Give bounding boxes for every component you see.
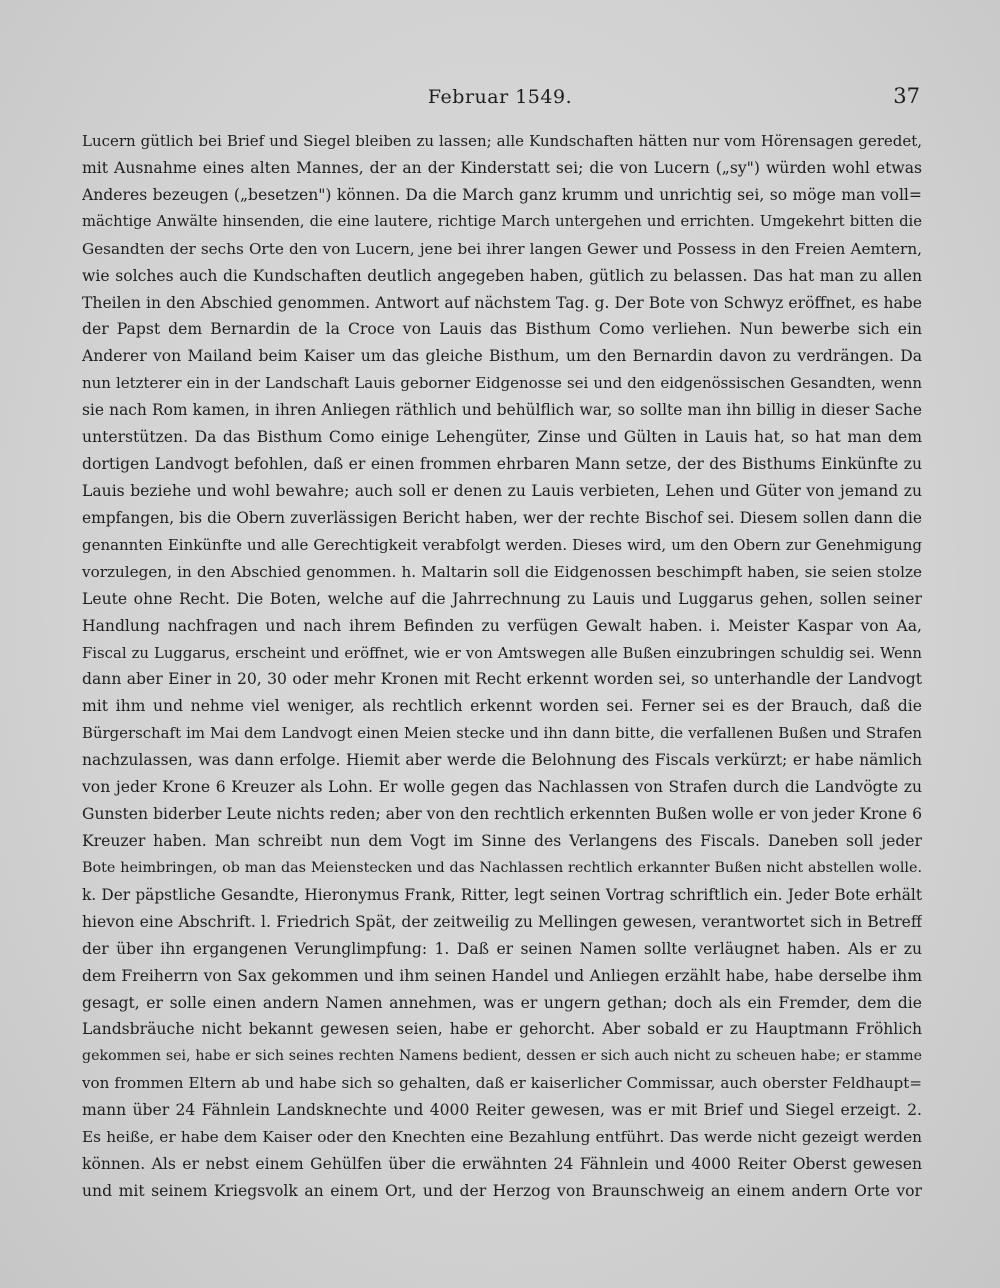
text-line: wie solches auch die Kundschaften deutlich angegeben haben, gütlich zu belassen. Das hat man zu allen bbox=[82, 266, 922, 285]
text-line: mit Ausnahme eines alten Mannes, der an der Kinderstatt sei; die von Lucern („sy") würden wohl etwas bbox=[82, 158, 922, 177]
page-number: 37 bbox=[893, 84, 920, 108]
text-line: unterstützen. Da das Bisthum Como einige Lehengüter, Zinse und Gülten in Lauis hat, so hat man dem bbox=[82, 428, 922, 447]
text-line: nun letzterer ein in der Landschaft Lauis geborner Eidgenosse sei und den eidgenössischen Gesandten, wenn bbox=[82, 374, 922, 393]
text-line: mann über 24 Fähnlein Landsknechte und 4000 Reiter gewesen, was er mit Brief und Siegel erzeigt. 2. bbox=[82, 1101, 922, 1120]
text-line: empfangen, bis die Obern zuverlässigen Bericht haben, wer der rechte Bischof sei. Diesem sollen dann die bbox=[82, 508, 922, 527]
text-line: mit ihm und nehme viel weniger, als rechtlich erkennt worden sei. Ferner sei es der Brauch, daß die bbox=[82, 697, 922, 716]
text-line: Theilen in den Abschied genommen. Antwort auf nächstem Tag. g. Der Bote von Schwyz eröffnet, es habe bbox=[82, 293, 922, 312]
running-header: Februar 1549. bbox=[427, 86, 573, 108]
text-line: hievon eine Abschrift. l. Friedrich Spät, der zeitweilig zu Mellingen gewesen, verantwortet sich in Betreff bbox=[82, 912, 922, 931]
text-line: Bürgerschaft im Mai dem Landvogt einen Meien stecke und ihn dann bitte, die verfallenen Bußen und Strafen bbox=[82, 724, 922, 743]
text-line: Anderer von Mailand beim Kaiser um das gleiche Bisthum, um den Bernardin davon zu verdrängen. Da bbox=[82, 347, 922, 366]
text-line: dem Freiherrn von Sax gekommen und ihm seinen Handel und Anliegen erzählt habe, habe derselbe ihm bbox=[82, 966, 922, 985]
text-line: vorzulegen, in den Abschied genommen. h. Maltarin soll die Eidgenossen beschimpft haben, sie seien stolze bbox=[82, 562, 922, 581]
body-text bbox=[82, 128, 922, 1205]
text-line: der über ihn ergangenen Verunglimpfung: 1. Daß er seinen Namen sollte verläugnet haben. Als er zu bbox=[82, 939, 922, 958]
text-line: Anderes bezeugen („besetzen") können. Da die March ganz krumm und unrichtig sei, so möge man voll= bbox=[82, 185, 922, 204]
text-line: Es heiße, er habe dem Kaiser oder den Knechten eine Bezahlung entführt. Das werde nicht gezeigt werden bbox=[82, 1128, 922, 1147]
text-line: genannten Einkünfte und alle Gerechtigkeit verabfolgt werden. Dieses wird, um den Obern zur Genehmigung bbox=[82, 535, 922, 554]
text-line: sie nach Rom kamen, in ihren Anliegen räthlich und behülflich war, so sollte man ihn billig in dieser Sache bbox=[82, 401, 922, 420]
text-line: Fiscal zu Luggarus, erscheint und eröffnet, wie er von Amtswegen alle Bußen einzubringen schuldig sei. Wenn bbox=[82, 643, 922, 662]
text-line: der Papst dem Bernardin de la Croce von Lauis das Bisthum Como verliehen. Nun bewerbe sich ein bbox=[82, 320, 922, 339]
text-line: Gunsten biderber Leute nichts reden; aber von den rechtlich erkennten Bußen wolle er von jeder Krone 6 bbox=[82, 805, 922, 824]
text-line: von jeder Krone 6 Kreuzer als Lohn. Er wolle gegen das Nachlassen von Strafen durch die Landvögte zu bbox=[82, 778, 922, 797]
text-line: k. Der päpstliche Gesandte, Hieronymus Frank, Ritter, legt seinen Vortrag schriftlich ein. Jeder Bote erhält bbox=[82, 885, 922, 904]
text-line: nachzulassen, was dann erfolge. Hiemit aber werde die Belohnung des Fiscals verkürzt; er habe nämlich bbox=[82, 751, 922, 770]
text-line: Lauis beziehe und wohl bewahre; auch soll er denen zu Lauis verbieten, Lehen und Güter von jemand zu bbox=[82, 481, 922, 500]
text-line: und mit seinem Kriegsvolk an einem Ort, und der Herzog von Braunschweig an einem andern Orte vor bbox=[82, 1181, 922, 1200]
text-line: gesagt, er solle einen andern Namen annehmen, was er ungern gethan; doch als ein Fremder, dem die bbox=[82, 993, 922, 1012]
text-line: Gesandten der sechs Orte den von Lucern, jene bei ihrer langen Gewer und Possess in den Freien Aemtern, bbox=[82, 239, 922, 258]
text-line: von frommen Eltern ab und habe sich so gehalten, daß er kaiserlicher Commissar, auch oberster Feldhaupt= bbox=[82, 1074, 922, 1093]
text-line: dortigen Landvogt befohlen, daß er einen frommen ehrbaren Mann setze, der des Bisthums Einkünfte zu bbox=[82, 455, 922, 474]
text-line: Kreuzer haben. Man schreibt nun dem Vogt im Sinne des Verlangens des Fiscals. Daneben soll jeder bbox=[82, 831, 922, 850]
text-line: Bote heimbringen, ob man das Meienstecken und das Nachlassen rechtlich erkannter Bußen nicht abstellen wolle. bbox=[82, 859, 922, 876]
text-line: mächtige Anwälte hinsenden, die eine lautere, richtige March untergehen und errichten. Umgekehrt bitten die bbox=[82, 212, 922, 230]
text-line: Lucern gütlich bei Brief und Siegel bleiben zu lassen; alle Kundschaften hätten nur vom Hörensagen geredet, bbox=[82, 132, 922, 150]
text-line: Handlung nachfragen und nach ihrem Befinden zu verfügen Gewalt haben. i. Meister Kaspar von Aa, bbox=[82, 616, 922, 635]
text-line: können. Als er nebst einem Gehülfen über die erwähnten 24 Fähnlein und 4000 Reiter Oberst gewesen bbox=[82, 1155, 922, 1174]
text-line: dann aber Einer in 20, 30 oder mehr Kronen mit Recht erkennt worden sei, so unterhandle der Landvogt bbox=[82, 670, 922, 689]
text-line: gekommen sei, habe er sich seines rechten Namens bedient, dessen er sich auch nicht zu scheuen habe; er stamme bbox=[82, 1048, 922, 1065]
text-line: Leute ohne Recht. Die Boten, welche auf die Jahrrechnung zu Lauis und Luggarus gehen, sollen seiner bbox=[82, 589, 922, 608]
text-line: Landsbräuche nicht bekannt gewesen seien, habe er gehorcht. Aber sobald er zu Hauptmann Fröhlich bbox=[82, 1020, 922, 1039]
